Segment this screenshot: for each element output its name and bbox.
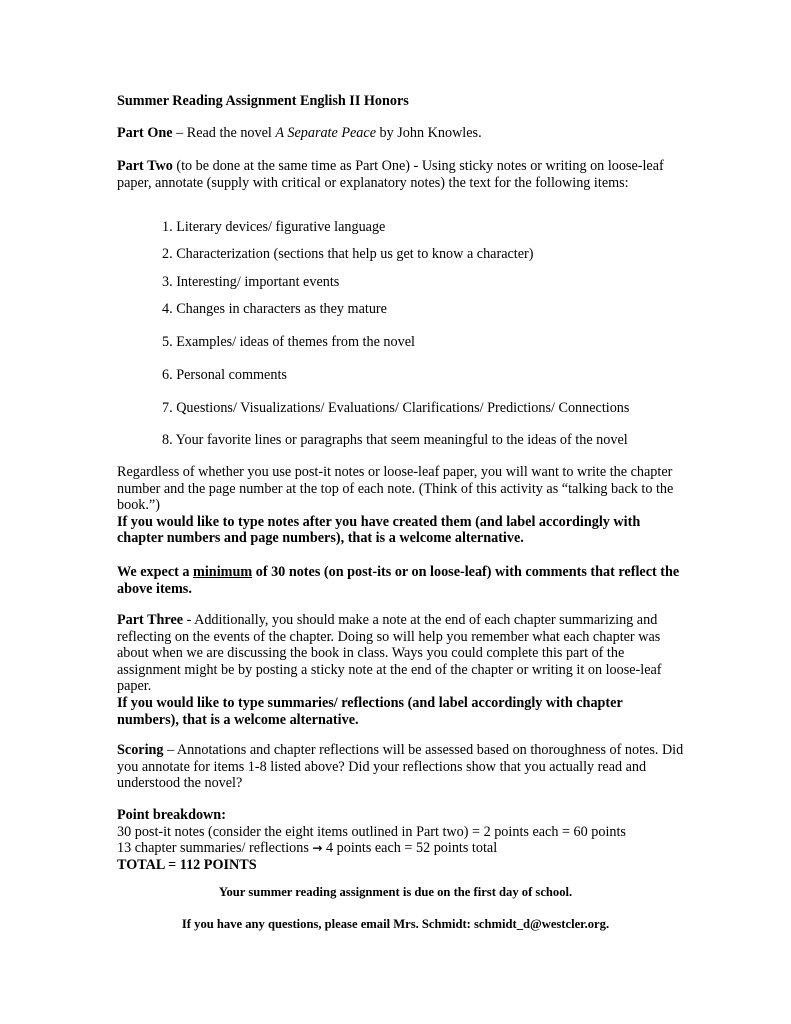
regardless-section bbox=[117, 464, 687, 547]
list-item: 5. Examples/ ideas of themes from the novel bbox=[162, 334, 415, 350]
part-two-paragraph bbox=[117, 158, 687, 191]
part-one-text-before: – Read the novel bbox=[172, 125, 276, 141]
book-title: A Separate Peace bbox=[275, 125, 376, 141]
points-line2-after: 4 points each = 52 points total bbox=[322, 840, 498, 857]
part-three-paragraph bbox=[117, 612, 687, 695]
part-three-label: Part Three bbox=[117, 612, 184, 628]
list-item: 7. Questions/ Visualizations/ Evaluations/ Clarifications/ Predictions/ Connections bbox=[162, 400, 630, 416]
part-one-paragraph bbox=[117, 125, 687, 142]
type-notes-note: If you would like to type notes after you have created them (and label accordingly with chapter numbers and page numbers), that is a welcome alternative. bbox=[117, 513, 641, 547]
part-one-label: Part One bbox=[117, 125, 173, 141]
list-item: 2. Characterization (sections that help us get to know a character) bbox=[162, 246, 534, 262]
list-item: 4. Changes in characters as they mature bbox=[162, 301, 387, 317]
point-breakdown-heading: Point breakdown: bbox=[117, 807, 226, 823]
contact-note: If you have any questions, please email Mrs. Schmidt: schmidt_d@westcler.org. bbox=[181, 917, 610, 931]
points-line-notes: 30 post-it notes (consider the eight items outlined in Part two) = 2 points each = 60 points bbox=[117, 823, 626, 840]
list-item: 1. Literary devices/ figurative language bbox=[162, 219, 386, 235]
document-title: Summer Reading Assignment English II Honors bbox=[117, 93, 409, 109]
due-date-note: Your summer reading assignment is due on the first day of school. bbox=[218, 885, 573, 899]
scoring-paragraph bbox=[117, 742, 687, 792]
points-total: TOTAL = 112 POINTS bbox=[117, 856, 257, 873]
minimum-paragraph bbox=[117, 564, 687, 597]
point-breakdown bbox=[117, 807, 687, 873]
list-item: 3. Interesting/ important events bbox=[162, 274, 340, 290]
list-item: 6. Personal comments bbox=[162, 367, 287, 383]
scoring-text: – Annotations and chapter reflections will be assessed based on thoroughness of notes. Did you annotate for items 1-8 listed above? Did your reflections show that you actually read and understood the novel? bbox=[117, 742, 684, 792]
part-three-section bbox=[117, 612, 687, 728]
minimum-after: of 30 notes (on post-its or on loose-leaf) with comments that reflect the above items. bbox=[117, 564, 680, 597]
list-item: 8. Your favorite lines or paragraphs that seem meaningful to the ideas of the novel bbox=[162, 432, 628, 448]
type-summaries-note: If you would like to type summaries/ reflections (and label accordingly with chapter numbers), that is a welcome alternative. bbox=[117, 694, 623, 728]
regardless-paragraph: Regardless of whether you use post-it notes or loose-leaf paper, you will want to write the chapter number and the page number at the top of each note. (Think of this activity as “talking back to the book.”) bbox=[117, 464, 674, 514]
part-two-label: Part Two bbox=[117, 158, 173, 174]
minimum-before: We expect a bbox=[117, 564, 194, 580]
arrow-right-icon: → bbox=[312, 841, 323, 856]
scoring-label: Scoring bbox=[117, 742, 164, 758]
points-line-summaries bbox=[117, 840, 687, 857]
minimum-word: minimum bbox=[193, 564, 253, 580]
part-two-text: (to be done at the same time as Part One) - Using sticky notes or writing on loose-leaf paper, annotate (supply with critical or explanatory notes) the text for the following items: bbox=[117, 158, 664, 191]
points-line2-before: 13 chapter summaries/ reflections bbox=[117, 840, 313, 857]
part-one-text-after: by John Knowles. bbox=[376, 125, 482, 141]
part-three-text: - Additionally, you should make a note at the end of each chapter summarizing and reflecting on the events of the chapter. Doing so will help you remember what each chapter was about when we are discussing the book in class. Ways you could complete this part of the assignment might be by posting a sticky note at the end of the chapter or writing it on loose-leaf paper. bbox=[117, 612, 662, 695]
